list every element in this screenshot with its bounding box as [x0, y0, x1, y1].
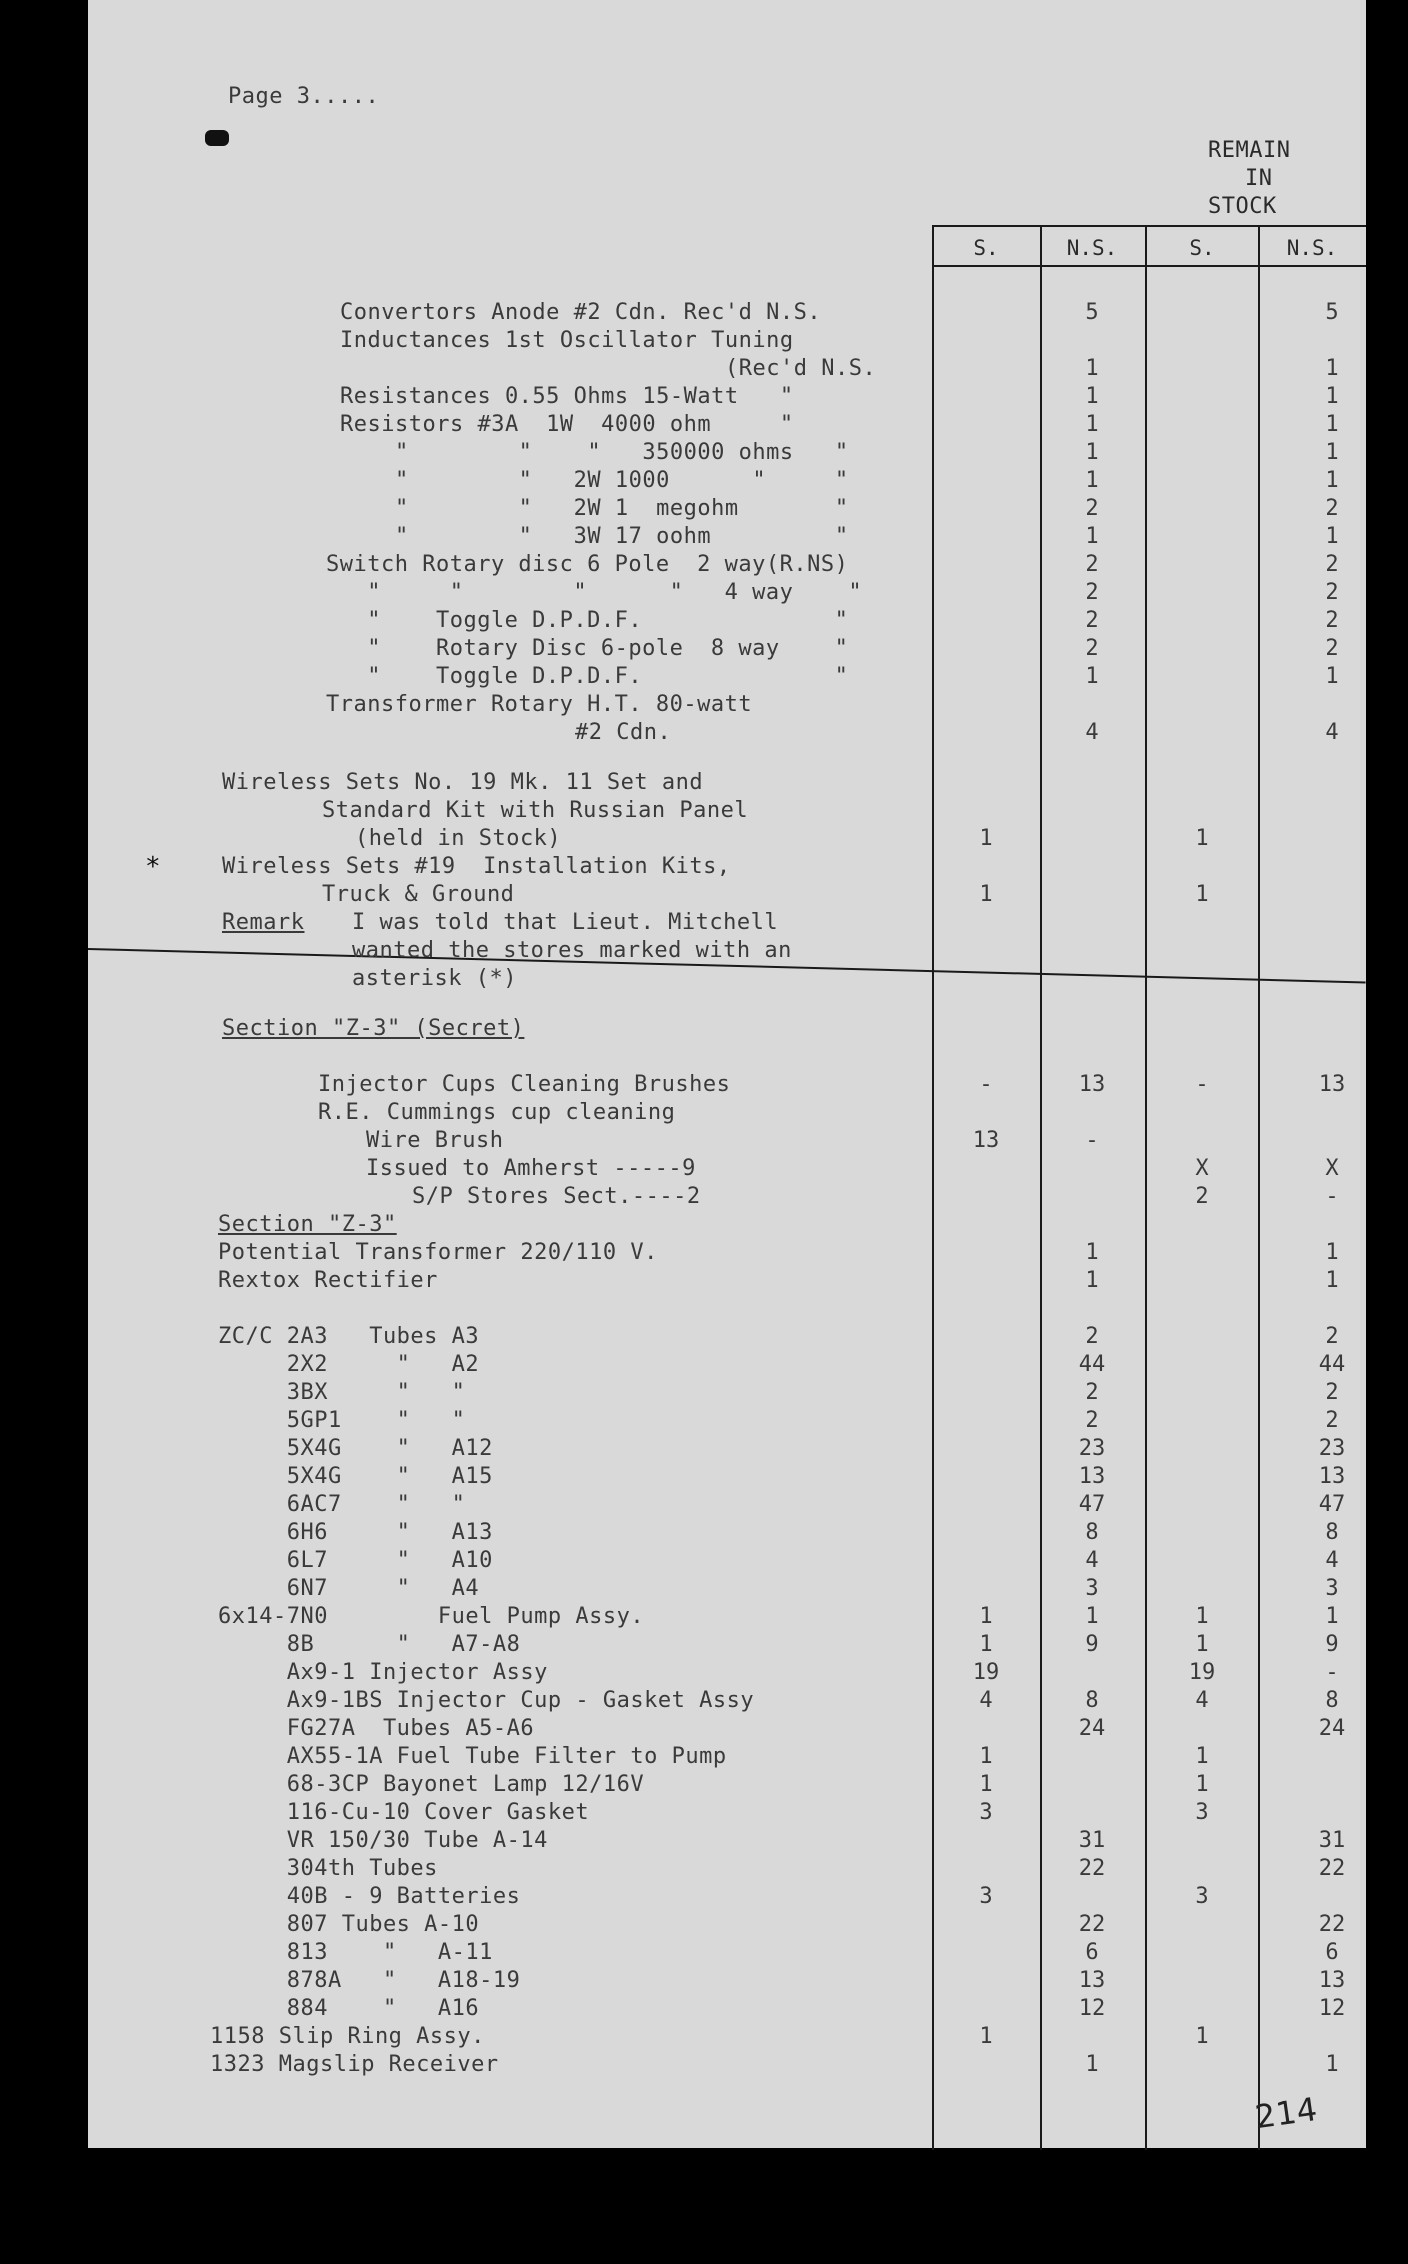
- row-value: 22: [1078, 1912, 1106, 1937]
- row-value: 1: [1195, 2024, 1209, 2049]
- row-value: 24: [1318, 1716, 1346, 1741]
- row-value: 1: [979, 826, 993, 851]
- row-label: 884 " A16: [218, 1996, 480, 2021]
- row-value: 9: [1085, 1632, 1099, 1657]
- row-value: 3: [1325, 1576, 1339, 1601]
- row-value: 2: [1325, 636, 1339, 661]
- row-value: 2: [1085, 496, 1099, 521]
- row-value: 1: [1325, 384, 1339, 409]
- row-value: 31: [1078, 1828, 1106, 1853]
- row-label: 6L7 " A10: [218, 1548, 493, 1573]
- row-label: 68-3CP Bayonet Lamp 12/16V: [218, 1772, 645, 1797]
- row-label: " Toggle D.P.D.F. ": [326, 608, 849, 633]
- row-value: 2: [1085, 636, 1099, 661]
- row-label: " " 3W 17 oohm ": [340, 524, 849, 549]
- row-value: 1: [1325, 1604, 1339, 1629]
- col-rule-1: [932, 225, 934, 2150]
- row-label: asterisk (*): [352, 966, 517, 991]
- row-value: 44: [1318, 1352, 1346, 1377]
- row-label: 1158 Slip Ring Assy.: [210, 2024, 485, 2049]
- row-value: 13: [1318, 1464, 1346, 1489]
- row-label: Resistances 0.55 Ohms 15-Watt ": [340, 384, 794, 409]
- row-value: 3: [1085, 1576, 1099, 1601]
- row-label: 813 " A-11: [218, 1940, 493, 1965]
- row-label: " Rotary Disc 6-pole 8 way ": [326, 636, 849, 661]
- col-header-s-2: S.: [1189, 236, 1215, 260]
- row-value: -: [1325, 1660, 1339, 1685]
- col-header-ns-1: N.S.: [1066, 236, 1118, 260]
- row-value: 8: [1325, 1688, 1339, 1713]
- col-rule-4: [1258, 225, 1260, 2150]
- row-value: 1: [1085, 356, 1099, 381]
- row-value: 1: [979, 2024, 993, 2049]
- row-value: 2: [1085, 608, 1099, 633]
- row-value: 22: [1318, 1912, 1346, 1937]
- row-value: 1: [979, 1744, 993, 1769]
- row-value: 3: [979, 1884, 993, 1909]
- row-value: 1: [1325, 664, 1339, 689]
- row-label: " " " 350000 ohms ": [340, 440, 849, 465]
- row-value: 6: [1085, 1940, 1099, 1965]
- row-value: 1: [979, 1632, 993, 1657]
- row-value: 1: [1085, 468, 1099, 493]
- row-value: 2: [1195, 1184, 1209, 1209]
- row-value: 1: [1325, 440, 1339, 465]
- row-value: 6: [1325, 1940, 1339, 1965]
- row-value: 13: [1318, 1072, 1346, 1097]
- row-value: 1: [1085, 1268, 1099, 1293]
- col-rule-3: [1145, 225, 1147, 2150]
- row-value: 1: [1085, 1604, 1099, 1629]
- row-label: 5X4G " A12: [218, 1436, 493, 1461]
- row-value: -: [1325, 1184, 1339, 1209]
- row-label: Standard Kit with Russian Panel: [322, 798, 749, 823]
- row-label: AX55-1A Fuel Tube Filter to Pump: [218, 1744, 727, 1769]
- row-value: 12: [1318, 1996, 1346, 2021]
- row-label: Ax9-1 Injector Assy: [218, 1660, 548, 1685]
- row-value: 24: [1078, 1716, 1106, 1741]
- row-label: 116-Cu-10 Cover Gasket: [218, 1800, 590, 1825]
- row-label: 6AC7 " ": [218, 1492, 466, 1517]
- row-value: 2: [1085, 1324, 1099, 1349]
- section-heading-z3: Section "Z-3": [218, 1212, 397, 1237]
- row-label: Resistors #3A 1W 4000 ohm ": [340, 412, 794, 437]
- header-in: IN: [1245, 166, 1273, 191]
- row-value: 1: [1325, 468, 1339, 493]
- row-value: 4: [1325, 1548, 1339, 1573]
- row-label: 8B " A7-A8: [218, 1632, 521, 1657]
- row-label: 1323 Magslip Receiver: [210, 2052, 499, 2077]
- row-value: 1: [1085, 2052, 1099, 2077]
- row-label: Wireless Sets No. 19 Mk. 11 Set and: [222, 770, 704, 795]
- row-value: 1: [1325, 1268, 1339, 1293]
- row-value: 44: [1078, 1352, 1106, 1377]
- row-value: X: [1195, 1156, 1209, 1181]
- row-value: 13: [1078, 1072, 1106, 1097]
- row-value: 2: [1325, 552, 1339, 577]
- row-value: 13: [1078, 1968, 1106, 1993]
- row-value: 2: [1325, 1380, 1339, 1405]
- row-label: Rextox Rectifier: [218, 1268, 438, 1293]
- row-value: 1: [1325, 412, 1339, 437]
- row-value: 13: [972, 1128, 1000, 1153]
- row-value: 47: [1078, 1492, 1106, 1517]
- row-value: 1: [1085, 664, 1099, 689]
- row-label: R.E. Cummings cup cleaning: [318, 1100, 676, 1125]
- row-label: Switch Rotary disc 6 Pole 2 way(R.NS): [326, 552, 849, 577]
- row-label: (held in Stock): [355, 826, 562, 851]
- row-value: X: [1325, 1156, 1339, 1181]
- row-value: 2: [1085, 1380, 1099, 1405]
- row-label: VR 150/30 Tube A-14: [218, 1828, 548, 1853]
- row-value: 1: [979, 1772, 993, 1797]
- row-value: 4: [979, 1688, 993, 1713]
- row-value: 23: [1078, 1436, 1106, 1461]
- row-value: 8: [1085, 1520, 1099, 1545]
- row-value: 2: [1085, 580, 1099, 605]
- col-rule-2: [1040, 225, 1042, 2150]
- row-label: Wireless Sets #19 Installation Kits,: [222, 854, 731, 879]
- row-value: 1: [1085, 440, 1099, 465]
- row-label: Wire Brush: [366, 1128, 504, 1153]
- row-value: 1: [1085, 412, 1099, 437]
- row-value: 9: [1325, 1632, 1339, 1657]
- ink-blot: [205, 130, 229, 146]
- row-value: 1: [1195, 1772, 1209, 1797]
- row-value: 5: [1085, 300, 1099, 325]
- row-label: (Rec'd N.S.: [725, 356, 877, 381]
- row-value: 1: [979, 882, 993, 907]
- col-header-ns-2: N.S.: [1286, 236, 1338, 260]
- col-header-s-1: S.: [973, 236, 999, 260]
- asterisk-mark: *: [145, 852, 162, 882]
- row-value: 1: [1195, 1632, 1209, 1657]
- row-value: 13: [1078, 1464, 1106, 1489]
- row-value: 1: [1195, 1744, 1209, 1769]
- row-label: " " " " 4 way ": [326, 580, 863, 605]
- row-label: wanted the stores marked with an: [352, 938, 792, 963]
- row-label: Injector Cups Cleaning Brushes: [318, 1072, 731, 1097]
- row-value: 2: [1325, 1408, 1339, 1433]
- row-label: 304th Tubes: [218, 1856, 438, 1881]
- header-stock: STOCK: [1208, 194, 1277, 219]
- row-label: S/P Stores Sect.----2: [412, 1184, 701, 1209]
- row-value: -: [1195, 1072, 1209, 1097]
- row-value: 1: [1085, 1240, 1099, 1265]
- row-value: 2: [1325, 496, 1339, 521]
- row-value: 4: [1325, 720, 1339, 745]
- row-value: 4: [1195, 1688, 1209, 1713]
- row-value: 1: [1195, 826, 1209, 851]
- row-value: 2: [1085, 552, 1099, 577]
- row-label: 2X2 " A2: [218, 1352, 480, 1377]
- page-label: Page 3.....: [228, 84, 380, 109]
- row-value: 12: [1078, 1996, 1106, 2021]
- row-label: 3BX " ": [218, 1380, 466, 1405]
- row-value: 3: [1195, 1884, 1209, 1909]
- row-label: Convertors Anode #2 Cdn. Rec'd N.S.: [340, 300, 822, 325]
- row-label: 807 Tubes A-10: [218, 1912, 480, 1937]
- row-label: " " 2W 1 megohm ": [340, 496, 849, 521]
- row-value: 8: [1085, 1688, 1099, 1713]
- row-label: 5GP1 " ": [218, 1408, 466, 1433]
- handwritten-page-number: 214: [1252, 2089, 1320, 2137]
- row-value: 4: [1085, 1548, 1099, 1573]
- row-label: FG27A Tubes A5-A6: [218, 1716, 535, 1741]
- remark-label: Remark: [222, 910, 305, 935]
- row-value: 23: [1318, 1436, 1346, 1461]
- section-heading-secret: Section "Z-3" (Secret): [222, 1016, 525, 1041]
- row-value: 3: [1195, 1800, 1209, 1825]
- row-value: 1: [1085, 524, 1099, 549]
- row-value: 22: [1318, 1856, 1346, 1881]
- row-value: 2: [1325, 1324, 1339, 1349]
- row-value: 4: [1085, 720, 1099, 745]
- row-label: Issued to Amherst -----9: [366, 1156, 696, 1181]
- row-value: 22: [1078, 1856, 1106, 1881]
- header-top-rule: [934, 225, 1366, 227]
- row-value: 13: [1318, 1968, 1346, 1993]
- row-value: 1: [979, 1604, 993, 1629]
- row-value: 19: [972, 1660, 1000, 1685]
- row-label: " " 2W 1000 " ": [340, 468, 849, 493]
- row-label: " Toggle D.P.D.F. ": [326, 664, 849, 689]
- row-label: Truck & Ground: [322, 882, 515, 907]
- row-value: 1: [1195, 1604, 1209, 1629]
- row-value: 1: [1325, 2052, 1339, 2077]
- row-value: 8: [1325, 1520, 1339, 1545]
- row-value: 2: [1085, 1408, 1099, 1433]
- row-value: 31: [1318, 1828, 1346, 1853]
- row-value: 19: [1188, 1660, 1216, 1685]
- row-label: 40B - 9 Batteries: [218, 1884, 521, 1909]
- row-label: Ax9-1BS Injector Cup - Gasket Assy: [218, 1688, 755, 1713]
- row-value: 1: [1325, 524, 1339, 549]
- row-label: 5X4G " A15: [218, 1464, 493, 1489]
- row-value: -: [1085, 1128, 1099, 1153]
- row-label: 6x14-7N0 Fuel Pump Assy.: [218, 1604, 645, 1629]
- row-value: 5: [1325, 300, 1339, 325]
- row-label: Transformer Rotary H.T. 80-watt: [326, 692, 753, 717]
- row-label: 878A " A18-19: [218, 1968, 521, 1993]
- row-value: 1: [1085, 384, 1099, 409]
- row-value: 1: [1195, 882, 1209, 907]
- row-value: 2: [1325, 580, 1339, 605]
- row-label: Inductances 1st Oscillator Tuning: [340, 328, 794, 353]
- row-value: 2: [1325, 608, 1339, 633]
- header-bottom-rule: [934, 265, 1366, 267]
- row-label: ZC/C 2A3 Tubes A3: [218, 1324, 480, 1349]
- row-value: -: [979, 1072, 993, 1097]
- row-value: 47: [1318, 1492, 1346, 1517]
- row-label: I was told that Lieut. Mitchell: [352, 910, 779, 935]
- row-label: 6H6 " A13: [218, 1520, 493, 1545]
- row-value: 1: [1325, 356, 1339, 381]
- row-value: 1: [1325, 1240, 1339, 1265]
- header-remain: REMAIN: [1208, 138, 1291, 163]
- row-label: 6N7 " A4: [218, 1576, 480, 1601]
- row-label: Potential Transformer 220/110 V.: [218, 1240, 658, 1265]
- row-label: #2 Cdn.: [575, 720, 672, 745]
- row-value: 3: [979, 1800, 993, 1825]
